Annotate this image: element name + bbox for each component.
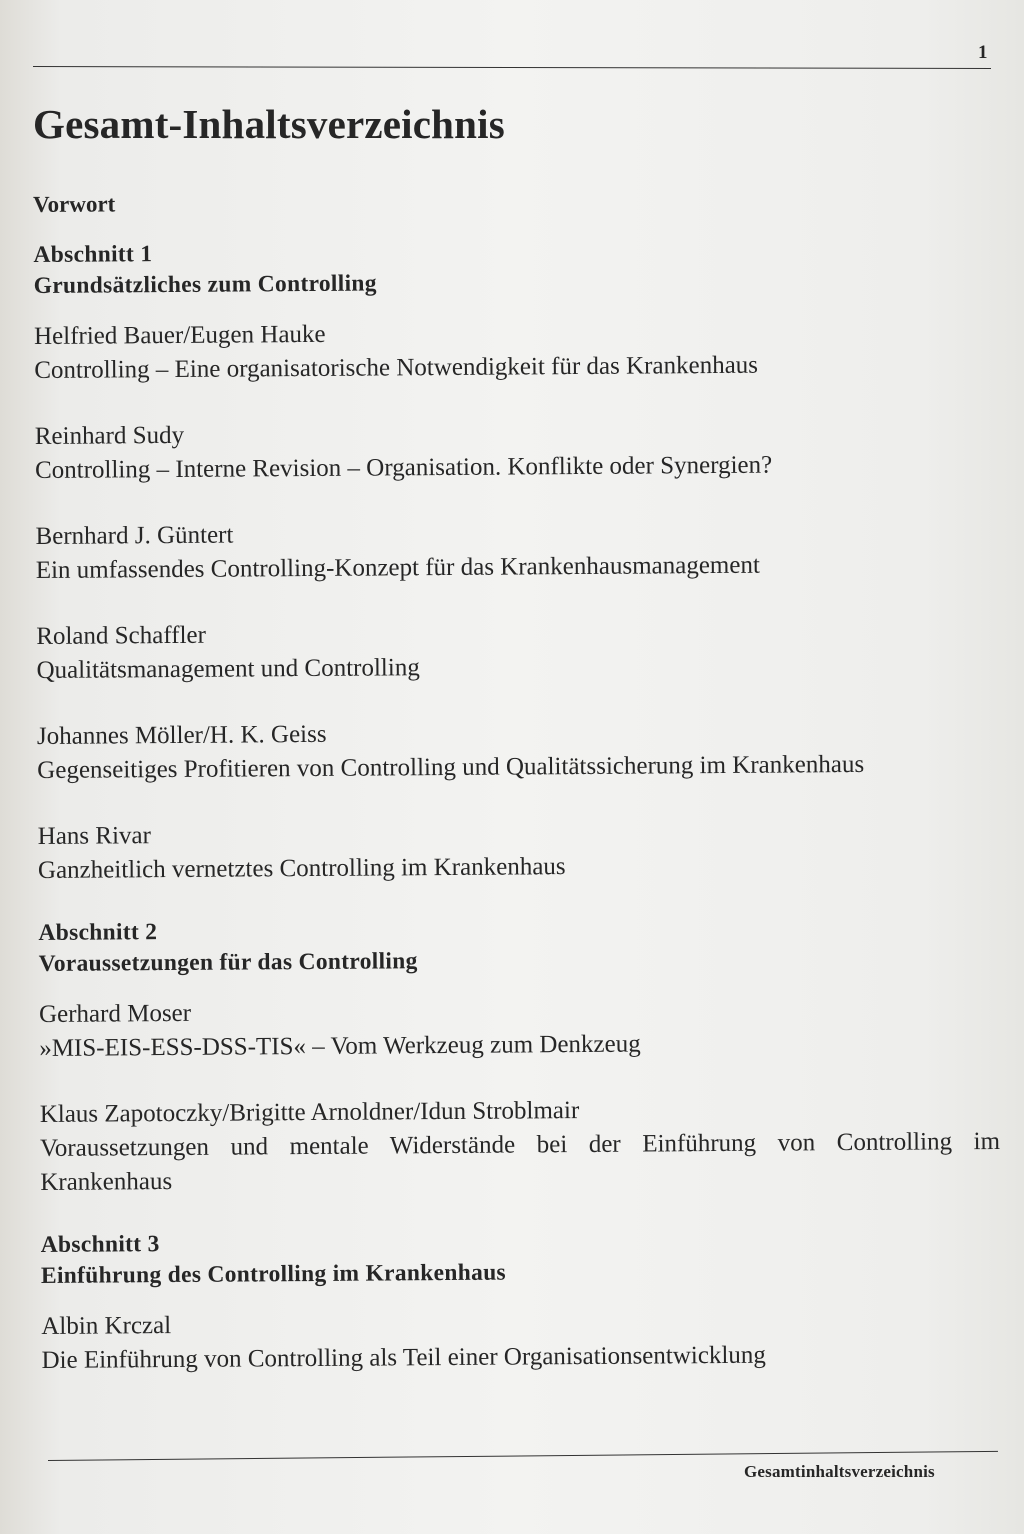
section-heading: Voraussetzungen für das Controlling (38, 948, 418, 977)
entry-author: Helfried Bauer/Eugen Hauke (33, 320, 326, 350)
toc-entry (38, 813, 998, 888)
entry-title: Qualitätsmanagement und Controlling (36, 654, 420, 684)
entry-author: Klaus Zapotoczky/Brigitte Arnoldner/Idun Stroblmair (39, 1097, 580, 1128)
entry-title: Ein umfassendes Controlling-Konzept für das Krankenhausmanagement (35, 551, 760, 584)
footer-label: Gesamtinhaltsverzeichnis (744, 1462, 935, 1481)
toc-entry (35, 413, 995, 488)
toc-section-3 (41, 1223, 1002, 1378)
entry-title: Die Einführung von Controlling als Teil einer Organisationsentwicklung (41, 1341, 766, 1374)
toc-entry (36, 613, 996, 688)
toc-entry (41, 1303, 1001, 1378)
page-number: 1 (978, 42, 988, 63)
toc-section-1 (33, 233, 998, 888)
entry-title: Gegenseitiges Profitieren von Controlling und Qualitätssicherung im Krankenhaus (37, 750, 865, 784)
entry-author: Bernhard J. Güntert (35, 521, 234, 550)
header-rule (33, 66, 991, 69)
footer-rule (48, 1451, 998, 1461)
entry-author: Roland Schaffler (36, 621, 206, 650)
entry-author: Hans Rivar (37, 822, 151, 850)
section-heading: Grundsätzliches zum Controlling (33, 270, 377, 299)
entry-author: Johannes Möller/H. K. Geiss (36, 720, 327, 750)
toc-entry (39, 991, 999, 1066)
section-label: Abschnitt 3 (40, 1231, 160, 1258)
section-label: Abschnitt 1 (33, 241, 153, 268)
entry-author: Gerhard Moser (38, 999, 192, 1028)
section-label: Abschnitt 2 (38, 919, 158, 946)
entry-title: Controlling – Eine organisatorische Notwendigkeit für das Krankenhaus (34, 351, 759, 384)
entry-title: Controlling – Interne Revision – Organisation. Konflikte oder Synergien? (34, 451, 773, 484)
toc-entry (37, 713, 997, 788)
toc-body (33, 185, 1002, 1378)
toc-entry (35, 513, 995, 588)
entry-title: Ganzheitlich vernetztes Controlling im Krankenhaus (37, 853, 566, 884)
page-title: Gesamt-Inhaltsverzeichnis (33, 101, 505, 147)
section-heading: Einführung des Controlling im Krankenhaus (40, 1259, 507, 1289)
entry-author: Albin Krczal (41, 1312, 172, 1340)
entry-author: Reinhard Sudy (34, 421, 185, 450)
entry-title: »MIS-EIS-ESS-DSS-TIS« – Vom Werkzeug zum Denkzeug (39, 1030, 641, 1062)
entry-title: Voraussetzungen und mentale Widerstände bei der Einführung von Controlling im Krankenhaus (39, 1127, 1001, 1196)
toc-entry (40, 1091, 1001, 1200)
toc-entry (34, 313, 994, 388)
toc-section-2 (38, 911, 1000, 1200)
foreword-heading: Vorwort (33, 191, 116, 217)
